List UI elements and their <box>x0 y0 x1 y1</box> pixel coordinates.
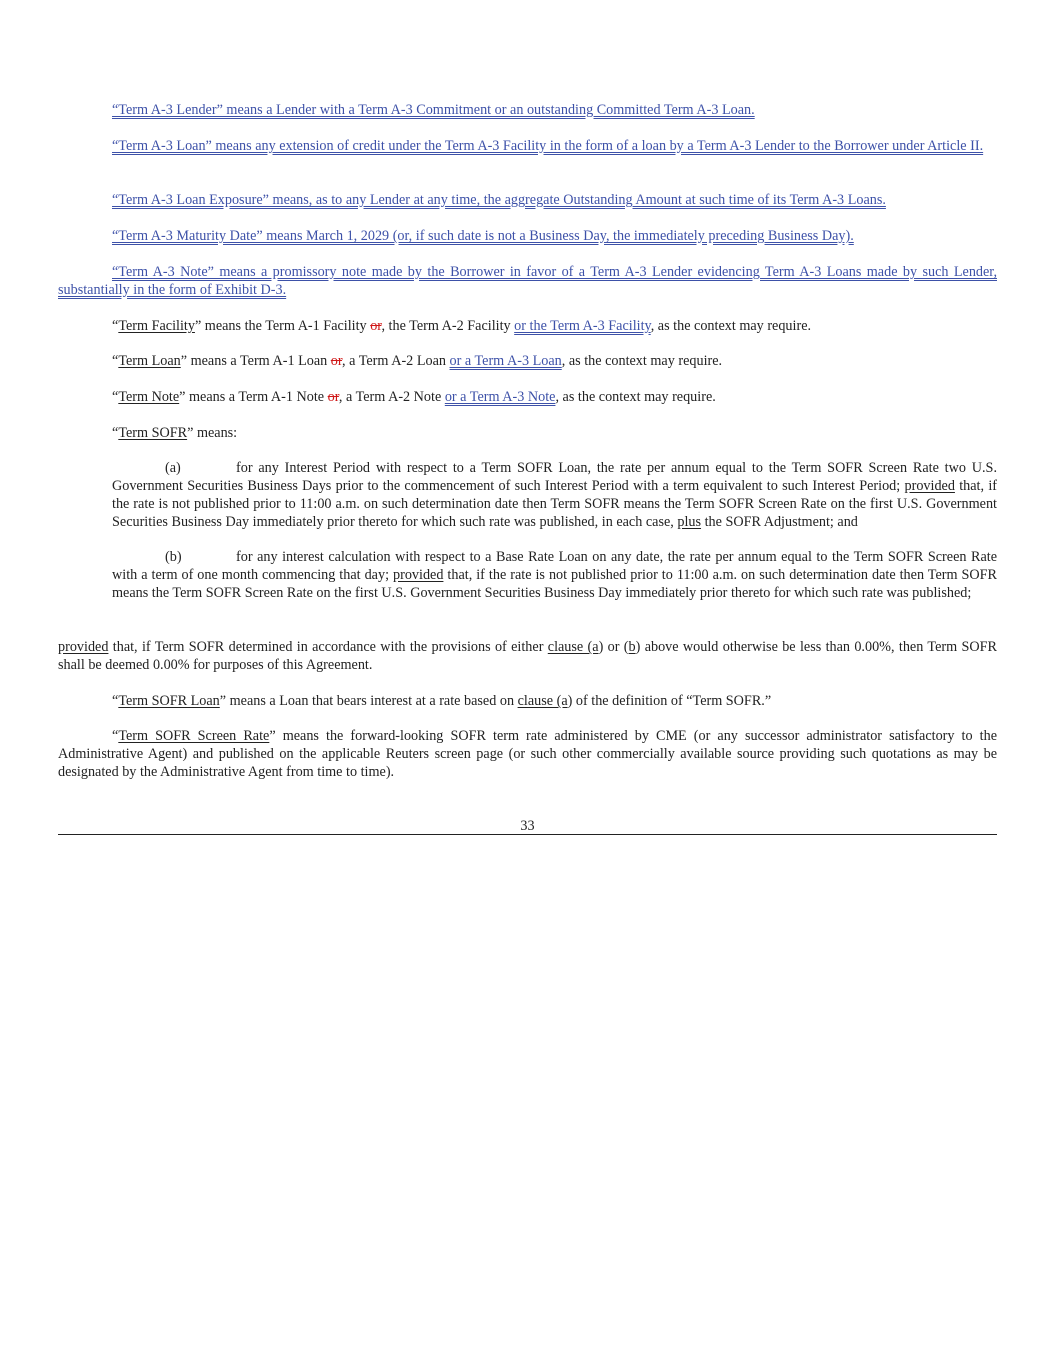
definition-text: , the Term A-2 Facility <box>381 318 515 334</box>
footer-rule <box>58 834 997 835</box>
clause-text: the SOFR Adjustment; and <box>701 514 858 530</box>
defined-term: Term Note <box>118 389 180 405</box>
definition-text: ” means the forward-looking SOFR term rate administered by CME (or any successor administrator satisfactory to the Administrative Agent) and published on the applicable Reuters screen page (or such other commercially available source providing such quotations as may be designated by the Administrative Agent from time to time). <box>58 728 997 780</box>
open-quote: “ <box>112 353 119 369</box>
definition-text: ” means: <box>187 425 238 441</box>
deleted-text: or <box>327 389 339 405</box>
definition-term-a3-loan-exposure <box>58 191 997 209</box>
definition-term-a3-note <box>58 263 997 299</box>
definition-term-a3-loan <box>58 137 997 155</box>
page-number: 33 <box>520 818 535 834</box>
definition-text: ) of the definition of “Term SOFR.” <box>567 693 772 709</box>
proviso-paragraph <box>58 638 997 674</box>
definition-term-a3-maturity-date <box>58 227 997 245</box>
definition-text: , as the context may require. <box>555 389 716 405</box>
definition-text: , as the context may require. <box>650 318 812 334</box>
clause-text: for any interest calculation with respect to a Base Rate Loan on any date, the rate per annum equal to the Term SOFR Screen Rate with a term of one month commencing that day; <box>112 549 997 583</box>
clause-label: (a) <box>165 460 181 476</box>
clause-text: that, if the rate is not published prior to 11:00 a.m. on such determination date then Term SOFR means the Term SOFR Screen Rate on the first U.S. Government Securities Business Day immediately prior thereto for which such rate was published, in each case, <box>112 478 997 530</box>
open-quote: “ <box>112 425 119 441</box>
defined-term: Term SOFR Screen Rate <box>118 728 270 744</box>
underlined-word: provided <box>904 478 955 494</box>
definition-term-sofr-screen-rate <box>58 727 997 781</box>
defined-term: Term SOFR <box>118 425 188 441</box>
definition-term-sofr-loan <box>58 692 997 710</box>
definition-term-loan <box>58 352 997 370</box>
inserted-text: “Term A-3 Note” means a promissory note made by the Borrower in favor of a Term A-3 Lender evidencing Term A-3 Loans made by such Lender, substantially in the form of Exhibit D-3. <box>58 264 997 298</box>
clause-reference: clause (a <box>547 639 599 655</box>
inserted-text: “Term A-3 Lender” means a Lender with a Term A-3 Commitment or an outstanding Committed Term A-3 Loan. <box>112 102 755 118</box>
underlined-word: provided <box>58 639 109 655</box>
clause-b <box>112 548 997 602</box>
open-quote: “ <box>112 728 119 744</box>
defined-term: Term SOFR Loan <box>118 693 220 709</box>
clause-reference: b <box>628 639 636 655</box>
open-quote: “ <box>112 389 119 405</box>
inserted-text: or a Term A-3 Loan <box>449 353 562 369</box>
definition-term-note <box>58 388 997 406</box>
inserted-text: or the Term A-3 Facility <box>514 318 651 334</box>
proviso-text: ) above would otherwise be less than 0.00%, then Term SOFR shall be deemed 0.00% for purposes of this Agreement. <box>58 639 997 673</box>
clause-text: for any Interest Period with respect to a Term SOFR Loan, the rate per annum equal to the Term SOFR Screen Rate two U.S. Government Securities Business Days prior to the commencement of such Interest Period with a term equivalent to such Interest Period; <box>112 460 997 494</box>
clause-b-text <box>112 548 997 602</box>
inserted-text: “Term A-3 Maturity Date” means March 1, 2029 (or, if such date is not a Business Day, the immediately preceding Business Day). <box>112 228 854 244</box>
definition-text: , a Term A-2 Note <box>338 389 445 405</box>
inserted-text: “Term A-3 Loan” means any extension of credit under the Term A-3 Facility in the form of a loan by a Term A-3 Lender to the Borrower under Article II. <box>112 138 984 154</box>
clause-text: that, if the rate is not published prior to 11:00 a.m. on such determination date then Term SOFR means the Term SOFR Screen Rate on the first U.S. Government Securities Business Day immediately prior thereto for which such rate was published; <box>112 567 997 601</box>
proviso-text: ) or ( <box>598 639 629 655</box>
definition-text: ” means the Term A-1 Facility <box>194 318 371 334</box>
underlined-word: provided <box>393 567 444 583</box>
open-quote: “ <box>112 693 119 709</box>
definition-term-a3-lender <box>58 101 997 119</box>
deleted-text: or <box>370 318 382 334</box>
proviso-text: that, if Term SOFR determined in accordance with the provisions of either <box>108 639 548 655</box>
definition-text: ” means a Loan that bears interest at a rate based on <box>219 693 518 709</box>
definition-text: ” means a Term A-1 Note <box>179 389 328 405</box>
definition-text: ” means a Term A-1 Loan <box>180 353 331 369</box>
underlined-word: plus <box>677 514 702 530</box>
defined-term: Term Loan <box>118 353 181 369</box>
clause-reference: clause (a <box>517 693 568 709</box>
open-quote: “ <box>112 318 119 334</box>
clause-label: (b) <box>165 549 182 565</box>
inserted-text: “Term A-3 Loan Exposure” means, as to any Lender at any time, the aggregate Outstanding Amount at such time of its Term A-3 Loans. <box>112 192 886 208</box>
deleted-text: or <box>330 353 343 369</box>
defined-term: Term Facility <box>118 318 195 334</box>
definition-text: , as the context may require. <box>561 353 723 369</box>
inserted-text: or a Term A-3 Note <box>444 389 556 405</box>
definition-text: , a Term A-2 Loan <box>342 353 450 369</box>
clause-a <box>112 459 997 531</box>
definition-term-facility <box>58 317 997 335</box>
definition-term-sofr <box>58 424 997 442</box>
clause-a-text <box>112 459 997 531</box>
